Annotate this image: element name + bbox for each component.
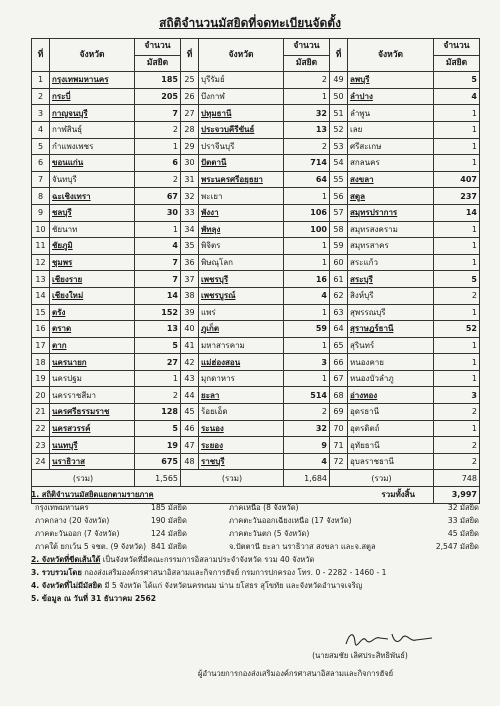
row-number: 42 [181, 354, 199, 371]
mosque-count: 106 [284, 204, 330, 221]
table-row [32, 337, 480, 354]
mosque-count: 19 [135, 437, 181, 454]
note-1-heading: 1. สถิติจำนวนมัสยิดแยกตามรายภาค [31, 490, 154, 499]
table-row [32, 304, 480, 321]
mosque-count: 1 [434, 238, 480, 255]
mosque-count: 1 [434, 254, 480, 271]
region-row [31, 540, 479, 553]
row-number: 44 [181, 387, 199, 404]
province-name: หนองคาย [348, 354, 434, 371]
row-number: 24 [32, 453, 50, 470]
province-name: ลำพูน [348, 105, 434, 122]
mosque-count: 9 [284, 437, 330, 454]
table-row [32, 221, 480, 238]
province-name: กำแพงเพชร [50, 138, 135, 155]
mosque-count: 2 [434, 453, 480, 470]
province-name: นครนายก [50, 354, 135, 371]
province-name: มุกดาหาร [199, 370, 284, 387]
mosque-count: 714 [284, 155, 330, 172]
mosque-count: 5 [135, 337, 181, 354]
province-name: กาญจนบุรี [50, 105, 135, 122]
row-number: 29 [181, 138, 199, 155]
province-name: นครสวรรค์ [50, 420, 135, 437]
row-number: 45 [181, 404, 199, 421]
signature-image [340, 628, 440, 650]
region-label: ภาคตะวันตก (5 จังหวัด) [229, 529, 310, 538]
region-label: ภาคเหนือ (8 จังหวัด) [229, 503, 299, 512]
header-count: จำนวน [434, 39, 480, 56]
province-name: มหาสารคาม [199, 337, 284, 354]
mosque-count: 6 [135, 155, 181, 172]
mosque-count: 514 [284, 387, 330, 404]
row-number: 48 [181, 453, 199, 470]
province-name: อุตรดิตถ์ [348, 420, 434, 437]
province-name: ปราจีนบุรี [199, 138, 284, 155]
table-row [32, 121, 480, 138]
subtotal-col1: 1,565 [135, 470, 181, 487]
header-province: จังหวัด [50, 39, 135, 72]
row-number: 67 [330, 370, 348, 387]
mosque-count: 205 [135, 88, 181, 105]
province-name: พังงา [199, 204, 284, 221]
province-name: ตรัง [50, 304, 135, 321]
mosque-count: 7 [135, 254, 181, 271]
mosque-count: 64 [284, 171, 330, 188]
row-number: 72 [330, 453, 348, 470]
row-number: 66 [330, 354, 348, 371]
mosque-count: 3 [284, 354, 330, 371]
mosque-count: 100 [284, 221, 330, 238]
row-number: 55 [330, 171, 348, 188]
region-count: 45 มัสยิด [447, 529, 479, 538]
mosque-count: 2 [434, 404, 480, 421]
row-number: 38 [181, 287, 199, 304]
province-name: สมุทรปราการ [348, 204, 434, 221]
mosque-count: 1 [434, 221, 480, 238]
province-name: ระยอง [199, 437, 284, 454]
note-2-heading: 2. จังหวัดที่ขีดเส้นใต้ [31, 555, 101, 564]
province-name: นนทบุรี [50, 437, 135, 454]
mosque-count: 16 [284, 271, 330, 288]
mosque-count: 7 [135, 271, 181, 288]
row-number: 17 [32, 337, 50, 354]
mosque-count: 32 [284, 420, 330, 437]
row-number: 36 [181, 254, 199, 271]
row-number: 61 [330, 271, 348, 288]
row-number: 57 [330, 204, 348, 221]
province-name: ภูเก็ต [199, 321, 284, 338]
table-row [32, 453, 480, 470]
table-row [32, 171, 480, 188]
province-name: ชัยนาท [50, 221, 135, 238]
mosque-count: 1 [284, 304, 330, 321]
subtotal-label: (รวม) [330, 470, 434, 487]
note-3-heading: 3. รวบรวมโดย [31, 568, 82, 577]
province-name: สระแก้ว [348, 254, 434, 271]
table-row [32, 204, 480, 221]
mosque-count: 27 [135, 354, 181, 371]
mosque-count: 1 [284, 238, 330, 255]
row-number: 30 [181, 155, 199, 172]
row-number: 14 [32, 287, 50, 304]
province-name: สุราษฎร์ธานี [348, 321, 434, 338]
province-name: นครปฐม [50, 370, 135, 387]
note-5-heading: 5. ข้อมูล ณ วันที่ 31 ธันวาคม 2562 [31, 594, 157, 603]
province-name: นครศรีธรรมราช [50, 404, 135, 421]
mosque-count: 1 [284, 88, 330, 105]
province-name: เพชรบุรี [199, 271, 284, 288]
province-name: พัทลุง [199, 221, 284, 238]
table-row [32, 354, 480, 371]
province-name: ปัตตานี [199, 155, 284, 172]
row-number: 8 [32, 188, 50, 205]
mosque-count: 2 [434, 437, 480, 454]
province-name: ตราด [50, 321, 135, 338]
table-row [32, 88, 480, 105]
province-name: ชุมพร [50, 254, 135, 271]
row-number: 62 [330, 287, 348, 304]
row-number: 50 [330, 88, 348, 105]
row-number: 21 [32, 404, 50, 421]
province-name: กรุงเทพมหานคร [50, 72, 135, 89]
province-name: จันทบุรี [50, 171, 135, 188]
province-name: สงขลา [348, 171, 434, 188]
province-name: สิงห์บุรี [348, 287, 434, 304]
mosque-count: 1 [434, 105, 480, 122]
row-number: 35 [181, 238, 199, 255]
region-label: ภาคกลาง (20 จังหวัด) [35, 516, 110, 525]
row-number: 20 [32, 387, 50, 404]
header-no: ที่ [330, 39, 348, 72]
row-number: 9 [32, 204, 50, 221]
mosque-count: 185 [135, 72, 181, 89]
row-number: 32 [181, 188, 199, 205]
region-label: ภาคตะวันออก (7 จังหวัด) [35, 529, 120, 538]
row-number: 65 [330, 337, 348, 354]
row-number: 40 [181, 321, 199, 338]
table-row [32, 72, 480, 89]
mosque-count: 1 [135, 138, 181, 155]
row-number: 54 [330, 155, 348, 172]
province-name: เพชรบูรณ์ [199, 287, 284, 304]
row-number: 15 [32, 304, 50, 321]
province-name: ประจวบคีรีขันธ์ [199, 121, 284, 138]
mosque-count: 4 [434, 88, 480, 105]
province-name: ตาก [50, 337, 135, 354]
mosque-count: 30 [135, 204, 181, 221]
row-number: 64 [330, 321, 348, 338]
row-number: 34 [181, 221, 199, 238]
row-number: 10 [32, 221, 50, 238]
province-name: นครราชสีมา [50, 387, 135, 404]
note-4-text: มี 5 จังหวัด ได้แก่ จังหวัดนครพนม น่าน ยโสธร สุโขทัย และจังหวัดอำนาจเจริญ [102, 581, 363, 590]
province-name: สุพรรณบุรี [348, 304, 434, 321]
province-name: พระนครศรีอยุธยา [199, 171, 284, 188]
province-name: บึงกาฬ [199, 88, 284, 105]
province-name: อุบลราชธานี [348, 453, 434, 470]
table-row [32, 238, 480, 255]
table-row [32, 370, 480, 387]
header-no: ที่ [32, 39, 50, 72]
province-name: ยะลา [199, 387, 284, 404]
mosque-count: 52 [434, 321, 480, 338]
region-label: ภาคใต้ ยกเว้น 5 จชต. (9 จังหวัด) [35, 542, 147, 551]
mosque-count: 1 [434, 420, 480, 437]
row-number: 52 [330, 121, 348, 138]
province-name: เชียงราย [50, 271, 135, 288]
row-number: 53 [330, 138, 348, 155]
table-row [32, 321, 480, 338]
region-label: ภาคตะวันออกเฉียงเหนือ (17 จังหวัด) [229, 516, 352, 525]
row-number: 46 [181, 420, 199, 437]
table-row [32, 188, 480, 205]
row-number: 6 [32, 155, 50, 172]
mosque-count: 1 [434, 121, 480, 138]
mosque-count: 1 [284, 254, 330, 271]
note-3-text: กองส่งเสริมองค์กรศาสนาอิสลามและกิจการฮัจย์ กรมการปกครอง โทร. 0 - 2282 - 1460 - 1 [81, 568, 387, 577]
mosque-count: 1 [434, 370, 480, 387]
note-4-heading: 4. จังหวัดที่ไม่มีมัสยิด [31, 581, 103, 590]
row-number: 13 [32, 271, 50, 288]
province-name: สตูล [348, 188, 434, 205]
mosque-count: 14 [135, 287, 181, 304]
header-no: ที่ [181, 39, 199, 72]
province-name: กาฬสินธุ์ [50, 121, 135, 138]
row-number: 31 [181, 171, 199, 188]
page-title: สถิติจำนวนมัสยิดที่จดทะเบียนจัดตั้ง [159, 16, 341, 30]
mosque-count: 67 [135, 188, 181, 205]
row-number: 26 [181, 88, 199, 105]
row-number: 28 [181, 121, 199, 138]
region-count: 2,547 มัสยิด [435, 542, 479, 551]
table-row [32, 155, 480, 172]
mosque-count: 2 [284, 72, 330, 89]
table-row [32, 287, 480, 304]
mosque-count: 2 [284, 404, 330, 421]
row-number: 58 [330, 221, 348, 238]
row-number: 11 [32, 238, 50, 255]
row-number: 63 [330, 304, 348, 321]
row-number: 47 [181, 437, 199, 454]
subtotal-col3: 748 [434, 470, 480, 487]
grand-total-value: 3,997 [434, 487, 480, 504]
row-number: 19 [32, 370, 50, 387]
province-name: แม่ฮ่องสอน [199, 354, 284, 371]
row-number: 70 [330, 420, 348, 437]
subtotal-label: (รวม) [32, 470, 135, 487]
mosque-count: 2 [135, 121, 181, 138]
row-number: 69 [330, 404, 348, 421]
table-row [32, 138, 480, 155]
header-count-unit: มัสยิด [284, 55, 330, 72]
province-name: อุทัยธานี [348, 437, 434, 454]
header-province: จังหวัด [199, 39, 284, 72]
province-name: สระบุรี [348, 271, 434, 288]
province-name: สกลนคร [348, 155, 434, 172]
province-name: บุรีรัมย์ [199, 72, 284, 89]
province-name: ระนอง [199, 420, 284, 437]
mosque-count: 5 [434, 72, 480, 89]
region-row [31, 514, 479, 527]
mosque-count: 3 [434, 387, 480, 404]
province-name: นราธิวาส [50, 453, 135, 470]
row-number: 33 [181, 204, 199, 221]
signer-name: (นายสมชัย เลิศประสิทธิพันธ์) [312, 651, 408, 660]
mosque-count: 7 [135, 105, 181, 122]
table-row [32, 420, 480, 437]
mosque-count: 5 [135, 420, 181, 437]
province-name: ขอนแก่น [50, 155, 135, 172]
mosque-count: 4 [284, 453, 330, 470]
row-number: 27 [181, 105, 199, 122]
header-province: จังหวัด [348, 39, 434, 72]
mosque-count: 675 [135, 453, 181, 470]
row-number: 49 [330, 72, 348, 89]
row-number: 5 [32, 138, 50, 155]
region-count: 32 มัสยิด [447, 503, 479, 512]
mosque-count: 1 [135, 221, 181, 238]
table-row [32, 105, 480, 122]
province-name: เลย [348, 121, 434, 138]
mosque-count: 1 [434, 337, 480, 354]
row-number: 7 [32, 171, 50, 188]
row-number: 3 [32, 105, 50, 122]
mosque-count: 1 [284, 370, 330, 387]
mosque-statistics-table [31, 38, 480, 504]
province-name: พะเยา [199, 188, 284, 205]
mosque-count: 1 [434, 155, 480, 172]
header-count-unit: มัสยิด [135, 55, 181, 72]
province-name: ลพบุรี [348, 72, 434, 89]
province-name: ราชบุรี [199, 453, 284, 470]
province-name: กระบี่ [50, 88, 135, 105]
mosque-count: 1 [135, 370, 181, 387]
mosque-count: 152 [135, 304, 181, 321]
row-number: 51 [330, 105, 348, 122]
province-name: อ่างทอง [348, 387, 434, 404]
province-name: สมุทรสาคร [348, 238, 434, 255]
subtotal-col2: 1,684 [284, 470, 330, 487]
row-number: 56 [330, 188, 348, 205]
row-number: 18 [32, 354, 50, 371]
mosque-count: 2 [284, 138, 330, 155]
mosque-count: 14 [434, 204, 480, 221]
mosque-count: 13 [284, 121, 330, 138]
row-number: 23 [32, 437, 50, 454]
row-number: 71 [330, 437, 348, 454]
region-count: 190 มัสยิด [151, 516, 187, 525]
mosque-count: 5 [434, 271, 480, 288]
row-number: 1 [32, 72, 50, 89]
row-number: 37 [181, 271, 199, 288]
header-count-unit: มัสยิด [434, 55, 480, 72]
province-name: อุดรธานี [348, 404, 434, 421]
province-name: ฉะเชิงเทรา [50, 188, 135, 205]
mosque-count: 237 [434, 188, 480, 205]
row-number: 4 [32, 121, 50, 138]
mosque-count: 407 [434, 171, 480, 188]
row-number: 22 [32, 420, 50, 437]
province-name: พิษณุโลก [199, 254, 284, 271]
note-2-text: เป็นจังหวัดที่มีคณะกรรมการอิสลามประจำจังหวัด รวม 40 จังหวัด [100, 555, 315, 564]
province-name: สมุทรสงคราม [348, 221, 434, 238]
table-row [32, 254, 480, 271]
mosque-count: 1 [434, 304, 480, 321]
mosque-count: 1 [284, 337, 330, 354]
table-row [32, 404, 480, 421]
mosque-count: 13 [135, 321, 181, 338]
region-count: 124 มัสยิด [151, 529, 187, 538]
province-name: พิจิตร [199, 238, 284, 255]
mosque-count: 1 [434, 138, 480, 155]
region-label: จ.ปัตตานี ยะลา นราธิวาส สงขลา และจ.สตูล [229, 542, 376, 551]
mosque-count: 4 [135, 238, 181, 255]
summary-notes [31, 488, 479, 605]
province-name: เชียงใหม่ [50, 287, 135, 304]
mosque-count: 32 [284, 105, 330, 122]
table-row [32, 271, 480, 288]
province-name: แพร่ [199, 304, 284, 321]
row-number: 16 [32, 321, 50, 338]
row-number: 59 [330, 238, 348, 255]
row-number: 41 [181, 337, 199, 354]
mosque-count: 4 [284, 287, 330, 304]
mosque-count: 1 [284, 188, 330, 205]
row-number: 43 [181, 370, 199, 387]
signer-title: ผู้อำนวยการกองส่งเสริมองค์กรศาสนาอิสลามและกิจการฮัจย์ [198, 669, 394, 678]
mosque-count: 1 [434, 354, 480, 371]
row-number: 12 [32, 254, 50, 271]
region-label: กรุงเทพมหานคร [35, 503, 89, 512]
mosque-count: 59 [284, 321, 330, 338]
subtotal-label: (รวม) [181, 470, 284, 487]
table-row [32, 387, 480, 404]
header-count: จำนวน [135, 39, 181, 56]
row-number: 68 [330, 387, 348, 404]
province-name: ลำปาง [348, 88, 434, 105]
header-count: จำนวน [284, 39, 330, 56]
mosque-count: 2 [434, 287, 480, 304]
row-number: 60 [330, 254, 348, 271]
mosque-count: 2 [135, 387, 181, 404]
row-number: 39 [181, 304, 199, 321]
region-count: 841 มัสยิด [151, 542, 187, 551]
province-name: ชัยภูมิ [50, 238, 135, 255]
mosque-count: 128 [135, 404, 181, 421]
province-name: สุรินทร์ [348, 337, 434, 354]
province-name: หนองบัวลำภู [348, 370, 434, 387]
province-name: ร้อยเอ็ด [199, 404, 284, 421]
region-row [31, 527, 479, 540]
table-row [32, 437, 480, 454]
grand-total-label: รวมทั้งสิ้น [32, 487, 434, 504]
province-name: ปทุมธานี [199, 105, 284, 122]
row-number: 2 [32, 88, 50, 105]
province-name: ศรีสะเกษ [348, 138, 434, 155]
mosque-count: 2 [135, 171, 181, 188]
region-row [31, 501, 479, 514]
region-count: 33 มัสยิด [447, 516, 479, 525]
province-name: ชลบุรี [50, 204, 135, 221]
row-number: 25 [181, 72, 199, 89]
region-count: 185 มัสยิด [151, 503, 187, 512]
